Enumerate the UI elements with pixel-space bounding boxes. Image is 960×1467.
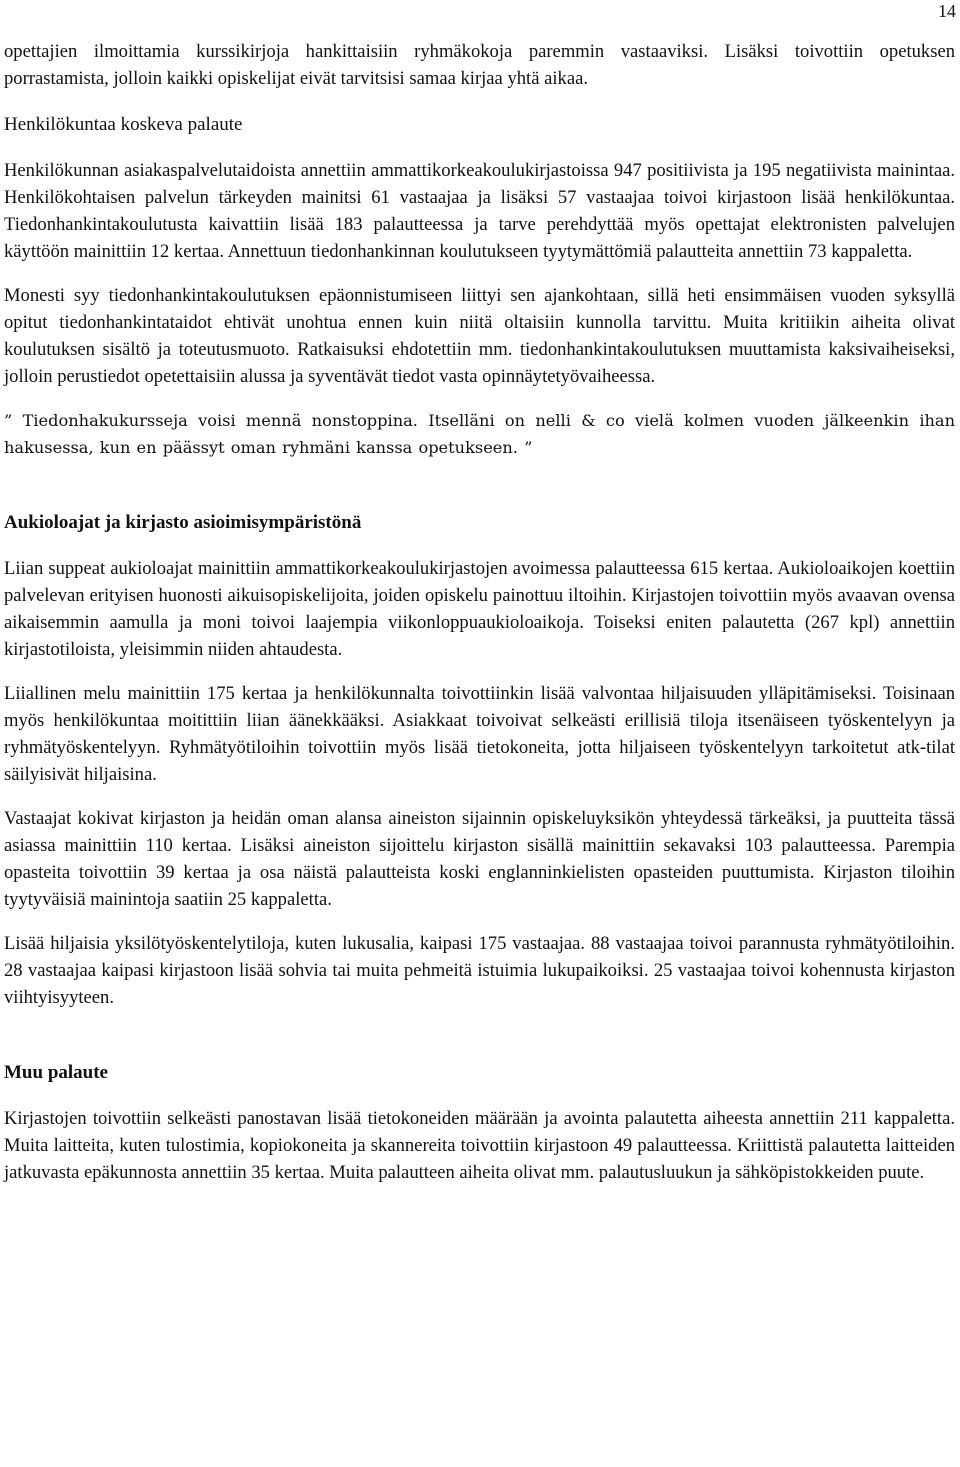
section-heading-other: Muu palaute xyxy=(4,1062,108,1083)
paragraph-training-timing: Monesti syy tiedonhankintakoulutuksen epäonnistumiseen liittyi sen ajankohtaan, sillä heti ensimmäisen vuoden syksyllä opitut tiedonhankintataidot ehtivät unohtua ennen kuin niitä oltaisiin kunnolla tarvittu. Muita kritiikin aiheita olivat koulutuksen sisältö ja toteutusmuoto. Ratkaisuksi ehdotettiin mm. tiedonhankintakoulutuksen muuttamista kaksivaiheiseksi, jolloin perustiedot opetettaisiin alussa ja syventävät tiedot vasta opinnäytetyövaiheessa. xyxy=(4,285,955,387)
paragraph-quiet-spaces: Lisää hiljaisia yksilötyöskentelytiloja, kuten lukusalia, kaipasi 175 vastaajaa. 88 vastaajaa toivoi parannusta ryhmätyötiloihin. 28 vastaajaa kaipasi kirjastoon lisää sohvia tai muita pehmeitä istuimia lukupaikoiksi. 25 vastaajaa toivoi kohennusta kirjaston viihtyisyyteen. xyxy=(4,933,955,1008)
page-number: 14 xyxy=(938,1,956,21)
paragraph-other-feedback: Kirjastojen toivottiin selkeästi panostavan lisää tietokoneiden määrään ja avointa palautetta aiheesta annettiin 211 kappaletta. Muita laitteita, kuten tulostimia, kopiokoneita ja skannereita toivottiin kirjastoon 49 palautteessa. Kriittistä palautetta laitteiden jatkuvasta epäkunnosta annettiin 35 kertaa. Muita palautteen aiheita olivat mm. palautusluukun ja sähköpistokkeiden puute. xyxy=(4,1108,955,1183)
quote-student: ” Tiedonhakukursseja voisi mennä nonstoppina. Itselläni on nelli & co vielä kolmen vuoden jälkeenkin ihan hakusessa, kun en päässyt oman ryhmäni kanssa opetukseen. ” xyxy=(4,411,955,457)
paragraph-opening-hours: Liian suppeat aukioloajat mainittiin ammattikorkeakoulukirjastojen avoimessa palautteessa 615 kertaa. Aukioloaikojen koettiin palvelevan erityisen huonosti aikuisopiskelijoita, joiden opiskelu painottuu iltoihin. Kirjastojen toivottiin myös avaavan ovensa aikaisemmin aamulla ja moni toivoi laajempia viikonloppuaukioloaikoja. Toiseksi eniten palautetta (267 kpl) annettiin kirjastotiloista, yleisimmin niiden ahtaudesta. xyxy=(4,558,955,660)
document-body xyxy=(4,38,955,1186)
paragraph-noise: Liiallinen melu mainittiin 175 kertaa ja henkilökunnalta toivottiinkin lisää valvontaa hiljaisuuden ylläpitämiseksi. Toisinaan myös henkilökuntaa moitittiin liian äänekkääksi. Asiakkaat toivoivat selkeästi erillisiä tiloja itsenäiseen työskentelyyn ja ryhmätyöskentelyyn. Ryhmätyötiloihin toivottiin myös lisää tietokoneita, jotta hiljaiseen työskentelyyn tarkoitetut atk-tilat säilyisivät hiljaisina. xyxy=(4,683,955,785)
section-heading-opening-hours: Aukioloajat ja kirjasto asioimisympäristönä xyxy=(4,512,362,533)
paragraph-continued: opettajien ilmoittamia kurssikirjoja hankittaisiin ryhmäkokoja paremmin vastaaviksi. Lisäksi toivottiin opetuksen porrastamista, jolloin kaikki opiskelijat eivät tarvitsisi samaa kirjaa yhtä aikaa. xyxy=(4,41,955,89)
paragraph-location: Vastaajat kokivat kirjaston ja heidän oman alansa aineiston sijainnin opiskeluyksikön yhteydessä tärkeäksi, ja puutteita tässä asiassa mainittiin 110 kertaa. Lisäksi aineiston sijoittelu kirjaston sisällä mainittiin sekavaksi 103 palautteessa. Parempia opasteita toivottiin 39 kertaa ja osa näistä palautteista koski englanninkielisten opasteiden puuttumista. Kirjaston tiloihin tyytyväisiä mainintoja saatiin 25 kappaletta. xyxy=(4,808,955,910)
section-heading-staff: Henkilökuntaa koskeva palaute xyxy=(4,114,243,135)
paragraph-staff-feedback: Henkilökunnan asiakaspalvelutaidoista annettiin ammattikorkeakoulukirjastoissa 947 positiivista ja 195 negatiivista mainintaa. Henkilökohtaisen palvelun tärkeyden mainitsi 61 vastaajaa ja lisäksi 57 vastaajaa toivoi kirjastoon lisää henkilökuntaa. Tiedonhankintakoulutusta kaivattiin lisää 183 palautteessa ja tarve perehdyttää myös opettajat elektronisten palvelujen käyttöön mainittiin 12 kertaa. Annettuun tiedonhankinnan koulutukseen tyytymättömiä palautteita annettiin 73 kappaletta. xyxy=(4,160,955,262)
